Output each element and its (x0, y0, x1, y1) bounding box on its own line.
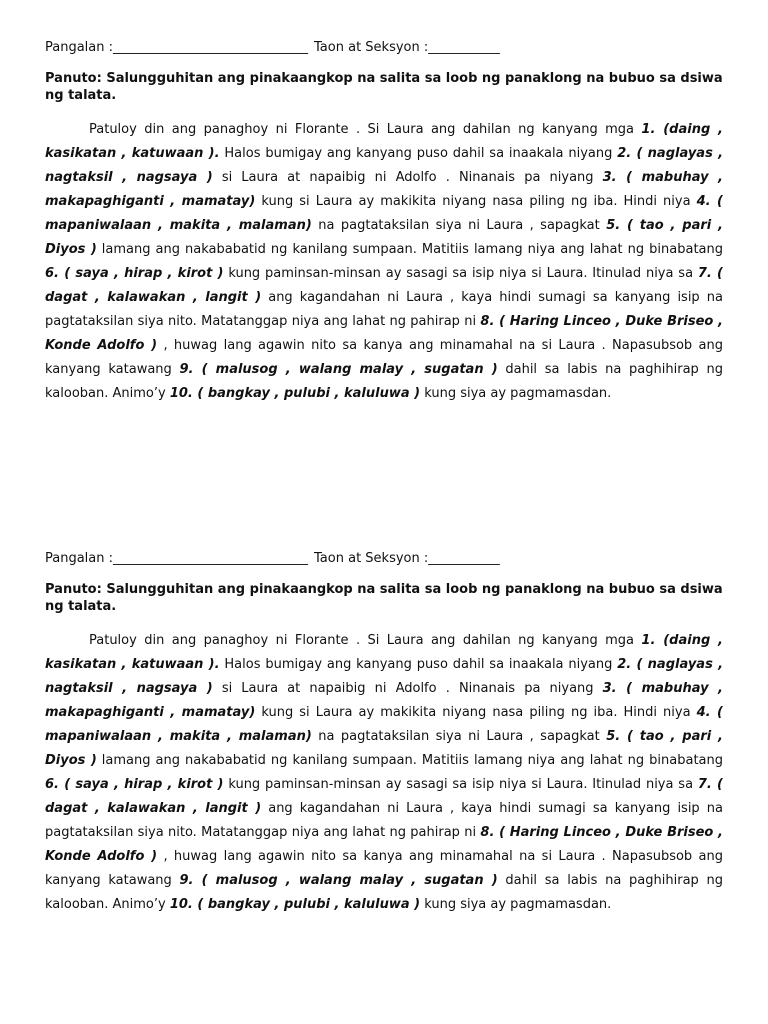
choice-2: 2. ( naglayas , nagtaksil , nagsaya ) (45, 146, 724, 185)
passage-text: Halos bumigay ang kanyang puso dahil sa inaakala niyang (219, 146, 618, 161)
choice-3: 3. ( mabuhay , makapaghiganti , mamatay) (45, 170, 723, 209)
choice-1: 1. (daing , kasikatan , katuwaan ). (45, 633, 723, 672)
choice-6: 6. ( saya , hirap , kirot ) (45, 266, 224, 281)
passage-text: kung paminsan-minsan ay sasagi sa isip niya si Laura. Itinulad niya sa (223, 266, 698, 281)
choice-4: 4. ( mapaniwalaan , makita , malaman) (45, 194, 723, 233)
passage-text: ang kagandahan ni Laura , kaya hindi sumagi sa kanyang isip na pagtataksilan siya nito. Matatanggap niya ang lahat ng pahirap ni (45, 290, 723, 329)
choice-5: 5. ( tao , pari , Diyos ) (45, 729, 723, 768)
choice-7: 7. ( dagat , kalawakan , langit ) (45, 777, 724, 816)
passage (45, 118, 723, 406)
passage-text: si Laura at napaibig ni Adolfo . Ninanais pa niyang (212, 170, 603, 185)
choice-9: 9. ( malusog , walang malay , sugatan ) (179, 362, 498, 377)
passage-text: lamang ang nakababatid ng kanilang sumpaan. Matitiis lamang niya ang lahat ng binabatang (96, 753, 723, 768)
choice-8: 8. ( Haring Linceo , Duke Briseo , Konde Adolfo ) (45, 825, 723, 864)
passage-text: Patuloy din ang panaghoy ni Florante . Si Laura ang dahilan ng kanyang mga (89, 633, 642, 648)
name-label: Pangalan : (45, 551, 114, 566)
choice-9: 9. ( malusog , walang malay , sugatan ) (179, 873, 498, 888)
choice-7: 7. ( dagat , kalawakan , langit ) (45, 266, 724, 305)
choice-4: 4. ( mapaniwalaan , makita , malaman) (45, 705, 723, 744)
passage-text: dahil sa labis na paghihirap ng kalooban. Animo’y (45, 873, 723, 912)
section-label: Taon at Seksyon : (314, 551, 429, 566)
passage-text: kung si Laura ay makikita niyang nasa piling ng iba. Hindi niya (255, 194, 697, 209)
section-blank: ___________ (428, 40, 500, 55)
worksheet-2 (45, 549, 723, 917)
worksheet-1 (45, 38, 723, 406)
choice-1: 1. (daing , kasikatan , katuwaan ). (45, 122, 723, 161)
passage-text: lamang ang nakababatid ng kanilang sumpaan. Matitiis lamang niya ang lahat ng binabatang (96, 242, 723, 257)
passage-text: kung siya ay pagmamasdan. (420, 897, 612, 912)
instructions: Panuto: Salungguhitan ang pinakaangkop na salita sa loob ng panaklong na bubuo sa dsiwa ng talata. (45, 582, 723, 614)
worksheet-header (45, 549, 723, 569)
name-blank: ______________________________ (113, 551, 309, 566)
choice-10: 10. ( bangkay , pulubi , kaluluwa ) (169, 897, 421, 912)
passage-text: na pagtataksilan siya ni Laura , sapagkat (311, 218, 607, 233)
passage-text: ang kagandahan ni Laura , kaya hindi sumagi sa kanyang isip na pagtataksilan siya nito. Matatanggap niya ang lahat ng pahirap ni (45, 801, 723, 840)
passage-text: Halos bumigay ang kanyang puso dahil sa inaakala niyang (219, 657, 618, 672)
passage-text: na pagtataksilan siya ni Laura , sapagkat (311, 729, 607, 744)
choice-2: 2. ( naglayas , nagtaksil , nagsaya ) (45, 657, 724, 696)
choice-10: 10. ( bangkay , pulubi , kaluluwa ) (169, 386, 421, 401)
passage-text: , huwag lang agawin nito sa kanya ang minamahal na si Laura . Napasubsob ang kanyang katawang (45, 849, 724, 888)
passage-text: , huwag lang agawin nito sa kanya ang minamahal na si Laura . Napasubsob ang kanyang katawang (45, 338, 724, 377)
section-blank: ___________ (428, 551, 500, 566)
passage-text: kung si Laura ay makikita niyang nasa piling ng iba. Hindi niya (255, 705, 697, 720)
instructions: Panuto: Salungguhitan ang pinakaangkop na salita sa loob ng panaklong na bubuo sa dsiwa ng talata. (45, 71, 723, 103)
choice-3: 3. ( mabuhay , makapaghiganti , mamatay) (45, 681, 723, 720)
passage-text: Patuloy din ang panaghoy ni Florante . Si Laura ang dahilan ng kanyang mga (89, 122, 642, 137)
worksheet-header (45, 38, 723, 58)
section-label: Taon at Seksyon : (314, 40, 429, 55)
name-label: Pangalan : (45, 40, 114, 55)
passage-text: si Laura at napaibig ni Adolfo . Ninanais pa niyang (212, 681, 603, 696)
passage-text: kung paminsan-minsan ay sasagi sa isip niya si Laura. Itinulad niya sa (223, 777, 698, 792)
passage-text: kung siya ay pagmamasdan. (420, 386, 612, 401)
choice-5: 5. ( tao , pari , Diyos ) (45, 218, 723, 257)
choice-8: 8. ( Haring Linceo , Duke Briseo , Konde Adolfo ) (45, 314, 723, 353)
passage-text: dahil sa labis na paghihirap ng kalooban. Animo’y (45, 362, 723, 401)
passage (45, 629, 723, 917)
name-blank: ______________________________ (113, 40, 309, 55)
choice-6: 6. ( saya , hirap , kirot ) (45, 777, 224, 792)
